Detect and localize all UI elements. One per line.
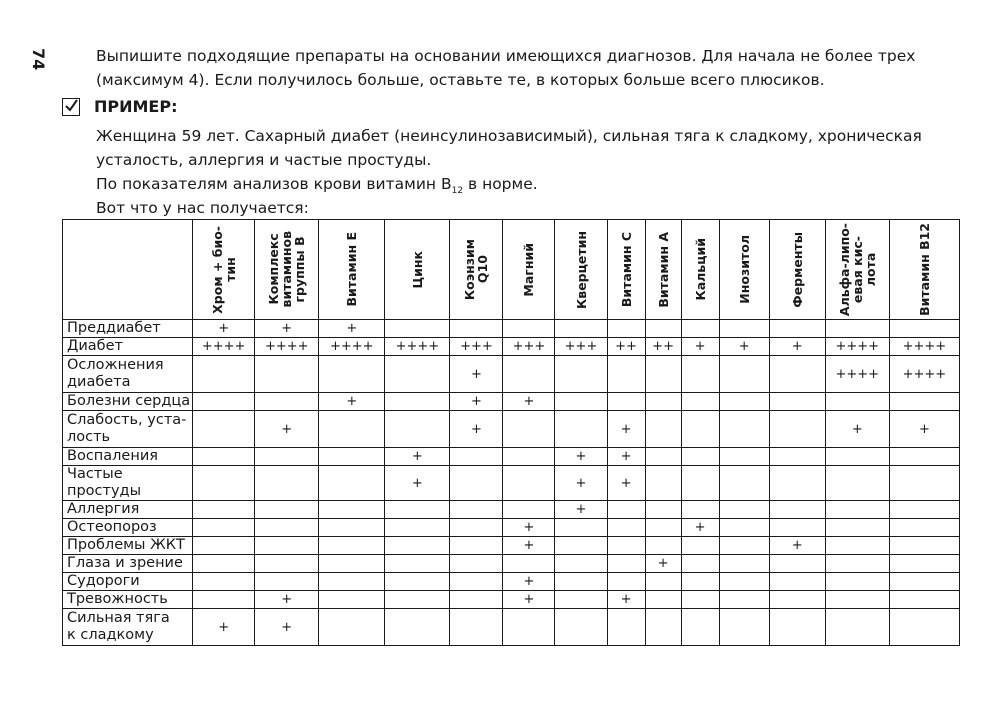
table-cell <box>645 609 681 646</box>
table-cell: ++++ <box>193 338 255 356</box>
column-header <box>719 220 769 320</box>
table-cell <box>889 393 959 411</box>
table-cell <box>681 501 719 519</box>
table-cell <box>645 411 681 448</box>
row-label: Судороги <box>63 573 193 591</box>
table-cell <box>719 411 769 448</box>
example-text-3: Вот что у нас получается: <box>96 199 309 217</box>
table-cell <box>319 591 385 609</box>
table-cell: + <box>255 320 319 338</box>
table-cell: + <box>825 411 889 448</box>
table-cell: + <box>889 411 959 448</box>
table-cell <box>607 519 645 537</box>
table-cell <box>319 466 385 501</box>
table-cell <box>645 501 681 519</box>
table-cell <box>385 393 450 411</box>
column-header-label: Магний <box>521 242 537 297</box>
checkbox-icon <box>62 98 80 116</box>
table-cell <box>555 573 607 591</box>
example-text-1: Женщина 59 лет. Сахарный диабет (неинсулинозависимый), сильная тяга к сладкому, хроническая усталость, аллергия и частые простуды. <box>96 127 922 169</box>
table-cell <box>255 356 319 393</box>
table-cell <box>719 591 769 609</box>
table-cell: + <box>193 320 255 338</box>
column-header <box>555 220 607 320</box>
table-cell <box>193 393 255 411</box>
table-cell: + <box>503 537 555 555</box>
table-cell <box>719 393 769 411</box>
table-cell <box>719 320 769 338</box>
table-row <box>63 320 960 338</box>
table-cell <box>319 411 385 448</box>
row-label: Тревожность <box>63 591 193 609</box>
table-cell <box>555 411 607 448</box>
column-header <box>385 220 450 320</box>
table-cell <box>889 448 959 466</box>
table-cell: + <box>503 591 555 609</box>
table-row <box>63 448 960 466</box>
column-header-label: Кальций <box>692 238 708 301</box>
table-cell: + <box>255 609 319 646</box>
table-cell <box>555 591 607 609</box>
table-cell <box>319 448 385 466</box>
table-cell <box>385 609 450 646</box>
table-row <box>63 519 960 537</box>
column-header <box>645 220 681 320</box>
table-cell: + <box>681 519 719 537</box>
table-cell <box>681 466 719 501</box>
table-cell <box>450 501 503 519</box>
table-cell <box>385 411 450 448</box>
intro-paragraph: Выпишите подходящие препараты на основании имеющихся диагнозов. Для начала не более трех (максимум 4). Если получилось больше, оставьте те, в которых больше всего плюсиков. <box>96 47 916 89</box>
table-cell <box>319 573 385 591</box>
table-cell <box>769 320 825 338</box>
table-cell: +++ <box>503 338 555 356</box>
table-cell <box>503 320 555 338</box>
table-cell: + <box>555 501 607 519</box>
row-label: Частые простуды <box>63 466 193 501</box>
table-cell: +++ <box>555 338 607 356</box>
row-label: Сильная тяга к сладкому <box>63 609 193 646</box>
table-cell <box>889 555 959 573</box>
table-cell <box>450 573 503 591</box>
table-cell <box>385 501 450 519</box>
table-cell <box>255 573 319 591</box>
table-row <box>63 393 960 411</box>
table-cell <box>681 591 719 609</box>
table-cell: + <box>450 393 503 411</box>
table-row <box>63 609 960 646</box>
table-cell: + <box>450 356 503 393</box>
table-cell <box>825 609 889 646</box>
table-cell: ++++ <box>319 338 385 356</box>
table-cell: ++++ <box>255 338 319 356</box>
row-label: Диабет <box>63 338 193 356</box>
table-cell <box>555 320 607 338</box>
table-cell <box>719 501 769 519</box>
column-header-label: Витамин Е <box>344 232 360 307</box>
table-cell: ++++ <box>825 338 889 356</box>
table-cell <box>769 519 825 537</box>
table-cell: ++++ <box>825 356 889 393</box>
table-cell: ++++ <box>889 338 959 356</box>
table-cell <box>555 537 607 555</box>
example-heading-label: ПРИМЕР: <box>94 97 178 116</box>
table-cell <box>255 448 319 466</box>
table-cell <box>607 573 645 591</box>
table-cell: + <box>607 448 645 466</box>
table-cell <box>825 555 889 573</box>
table-cell: + <box>555 466 607 501</box>
table-cell <box>645 356 681 393</box>
table-cell <box>645 537 681 555</box>
table-cell <box>193 537 255 555</box>
table-cell <box>255 501 319 519</box>
row-label: Болезни сердца <box>63 393 193 411</box>
table-cell <box>889 466 959 501</box>
table-cell <box>450 466 503 501</box>
column-header <box>825 220 889 320</box>
column-header <box>769 220 825 320</box>
table-cell <box>555 519 607 537</box>
table-cell <box>825 393 889 411</box>
column-header-label: Кверцетин <box>573 230 589 309</box>
table-cell <box>607 537 645 555</box>
column-header-label: Цинк <box>409 250 425 289</box>
column-header-label: Альфа-липо- евая кис- лота <box>836 222 878 317</box>
table-cell: + <box>769 338 825 356</box>
column-header-label: Витамин А <box>655 231 671 308</box>
table-cell <box>193 448 255 466</box>
column-header <box>450 220 503 320</box>
table-cell <box>681 555 719 573</box>
table-cell <box>889 320 959 338</box>
table-cell <box>769 573 825 591</box>
table-cell <box>889 609 959 646</box>
table-cell <box>825 573 889 591</box>
table-cell <box>719 573 769 591</box>
column-header <box>255 220 319 320</box>
row-label: Преддиабет <box>63 320 193 338</box>
table-cell <box>825 466 889 501</box>
table-cell <box>255 555 319 573</box>
table-cell <box>319 501 385 519</box>
table-cell <box>503 356 555 393</box>
table-cell: + <box>450 411 503 448</box>
table-cell <box>255 393 319 411</box>
table-cell <box>503 555 555 573</box>
row-label: Остеопороз <box>63 519 193 537</box>
table-cell: ++ <box>645 338 681 356</box>
table-cell <box>255 537 319 555</box>
table-cell <box>255 466 319 501</box>
table-cell <box>503 466 555 501</box>
table-cell <box>645 448 681 466</box>
table-cell <box>385 591 450 609</box>
table-cell: + <box>719 338 769 356</box>
table-cell <box>769 448 825 466</box>
table-cell <box>681 537 719 555</box>
table-cell <box>385 519 450 537</box>
column-header-label: Коэнзим Q10 <box>462 238 491 301</box>
table-cell <box>193 573 255 591</box>
table-row <box>63 356 960 393</box>
table-cell <box>719 537 769 555</box>
table-cell <box>681 356 719 393</box>
table-cell: ++ <box>607 338 645 356</box>
table-cell <box>193 555 255 573</box>
row-label: Слабость, уста- лость <box>63 411 193 448</box>
column-header-label: Хром + био- тин <box>209 225 238 314</box>
table-cell <box>889 573 959 591</box>
table-cell <box>193 466 255 501</box>
table-cell <box>645 320 681 338</box>
table-cell <box>193 591 255 609</box>
table-cell <box>645 519 681 537</box>
table-cell: ++++ <box>385 338 450 356</box>
table-cell: + <box>193 609 255 646</box>
table-cell <box>645 393 681 411</box>
table-row <box>63 466 960 501</box>
table-cell <box>681 320 719 338</box>
table-cell <box>769 356 825 393</box>
table-cell <box>555 609 607 646</box>
table-cell <box>719 555 769 573</box>
table-cell <box>825 537 889 555</box>
table-row <box>63 537 960 555</box>
column-header <box>607 220 645 320</box>
table-cell <box>319 537 385 555</box>
table-cell <box>193 519 255 537</box>
table-cell <box>503 609 555 646</box>
table-cell <box>385 356 450 393</box>
table-cell <box>450 609 503 646</box>
row-label: Проблемы ЖКТ <box>63 537 193 555</box>
column-header-label: Комплекс витаминов группы В <box>266 231 308 308</box>
table-cell <box>645 591 681 609</box>
table-cell: + <box>607 466 645 501</box>
table-cell <box>825 591 889 609</box>
table-cell <box>719 466 769 501</box>
column-header <box>193 220 255 320</box>
table-cell <box>450 448 503 466</box>
table-cell: + <box>319 393 385 411</box>
table-cell <box>769 466 825 501</box>
table-cell: + <box>607 591 645 609</box>
table-cell: + <box>255 591 319 609</box>
column-header <box>503 220 555 320</box>
table-cell <box>825 320 889 338</box>
table-cell <box>607 320 645 338</box>
table-cell <box>385 573 450 591</box>
table-cell <box>769 501 825 519</box>
table-cell: + <box>503 519 555 537</box>
table-cell <box>193 501 255 519</box>
table-cell <box>607 501 645 519</box>
table-cell <box>319 519 385 537</box>
table-cell <box>825 519 889 537</box>
table-cell: + <box>255 411 319 448</box>
table-cell <box>255 519 319 537</box>
table-cell <box>385 537 450 555</box>
table-cell <box>607 356 645 393</box>
table-cell <box>193 411 255 448</box>
table-cell: ++++ <box>889 356 959 393</box>
table-cell <box>607 555 645 573</box>
table-cell <box>645 573 681 591</box>
table-cell <box>450 519 503 537</box>
row-label: Глаза и зрение <box>63 555 193 573</box>
table-cell <box>503 448 555 466</box>
example-text-2: По показателям анализов крови витамин $B_{12}$ в норме. <box>96 175 538 197</box>
table-cell <box>889 501 959 519</box>
table-row <box>63 555 960 573</box>
table-cell <box>825 501 889 519</box>
row-label: Аллергия <box>63 501 193 519</box>
table-cell <box>889 519 959 537</box>
column-header-label: Инозитол <box>736 235 752 304</box>
example-heading <box>62 97 177 116</box>
table-cell: +++ <box>450 338 503 356</box>
table-cell: + <box>503 573 555 591</box>
column-header-label: Витамин B12 <box>916 223 932 316</box>
table-cell: + <box>319 320 385 338</box>
table-cell <box>719 356 769 393</box>
table-cell: + <box>681 338 719 356</box>
table-cell: + <box>385 466 450 501</box>
page-number: 74 <box>29 48 48 71</box>
table-cell: + <box>607 411 645 448</box>
table-cell <box>719 519 769 537</box>
table-cell <box>319 356 385 393</box>
table-row <box>63 338 960 356</box>
table-row <box>63 591 960 609</box>
table-cell <box>503 501 555 519</box>
table-cell <box>555 555 607 573</box>
table-row <box>63 573 960 591</box>
table-cell <box>607 609 645 646</box>
row-label: Воспаления <box>63 448 193 466</box>
row-label: Осложнения диабета <box>63 356 193 393</box>
table-cell <box>385 320 450 338</box>
table-cell <box>769 609 825 646</box>
table-cell <box>719 609 769 646</box>
table-cell <box>769 555 825 573</box>
table-cell <box>319 555 385 573</box>
column-header-label: Витамин С <box>618 231 634 308</box>
column-header <box>681 220 719 320</box>
table-row <box>63 411 960 448</box>
table-cell <box>555 393 607 411</box>
column-header <box>319 220 385 320</box>
table-row <box>63 501 960 519</box>
table-cell <box>385 555 450 573</box>
table-cell <box>450 537 503 555</box>
table-cell <box>769 591 825 609</box>
table-cell <box>555 356 607 393</box>
table-cell: + <box>555 448 607 466</box>
table-cell <box>645 466 681 501</box>
table-cell <box>450 591 503 609</box>
table-cell <box>889 591 959 609</box>
table-cell <box>193 356 255 393</box>
supplements-table <box>62 219 960 646</box>
table-cell: + <box>503 393 555 411</box>
header-corner <box>63 220 193 320</box>
table-cell <box>681 448 719 466</box>
table-cell <box>681 609 719 646</box>
table-header-row <box>63 220 960 320</box>
table-cell: + <box>645 555 681 573</box>
table-cell <box>607 393 645 411</box>
table-cell <box>769 411 825 448</box>
table-cell <box>719 448 769 466</box>
table-cell <box>681 573 719 591</box>
table-cell <box>825 448 889 466</box>
table-cell <box>889 537 959 555</box>
table-cell <box>681 393 719 411</box>
table-cell <box>450 555 503 573</box>
table-cell <box>503 411 555 448</box>
column-header <box>889 220 959 320</box>
table-cell <box>769 393 825 411</box>
table-cell <box>319 609 385 646</box>
table-cell: + <box>769 537 825 555</box>
table-cell: + <box>385 448 450 466</box>
table-cell <box>681 411 719 448</box>
column-header-label: Ферменты <box>789 231 805 308</box>
table-cell <box>450 320 503 338</box>
